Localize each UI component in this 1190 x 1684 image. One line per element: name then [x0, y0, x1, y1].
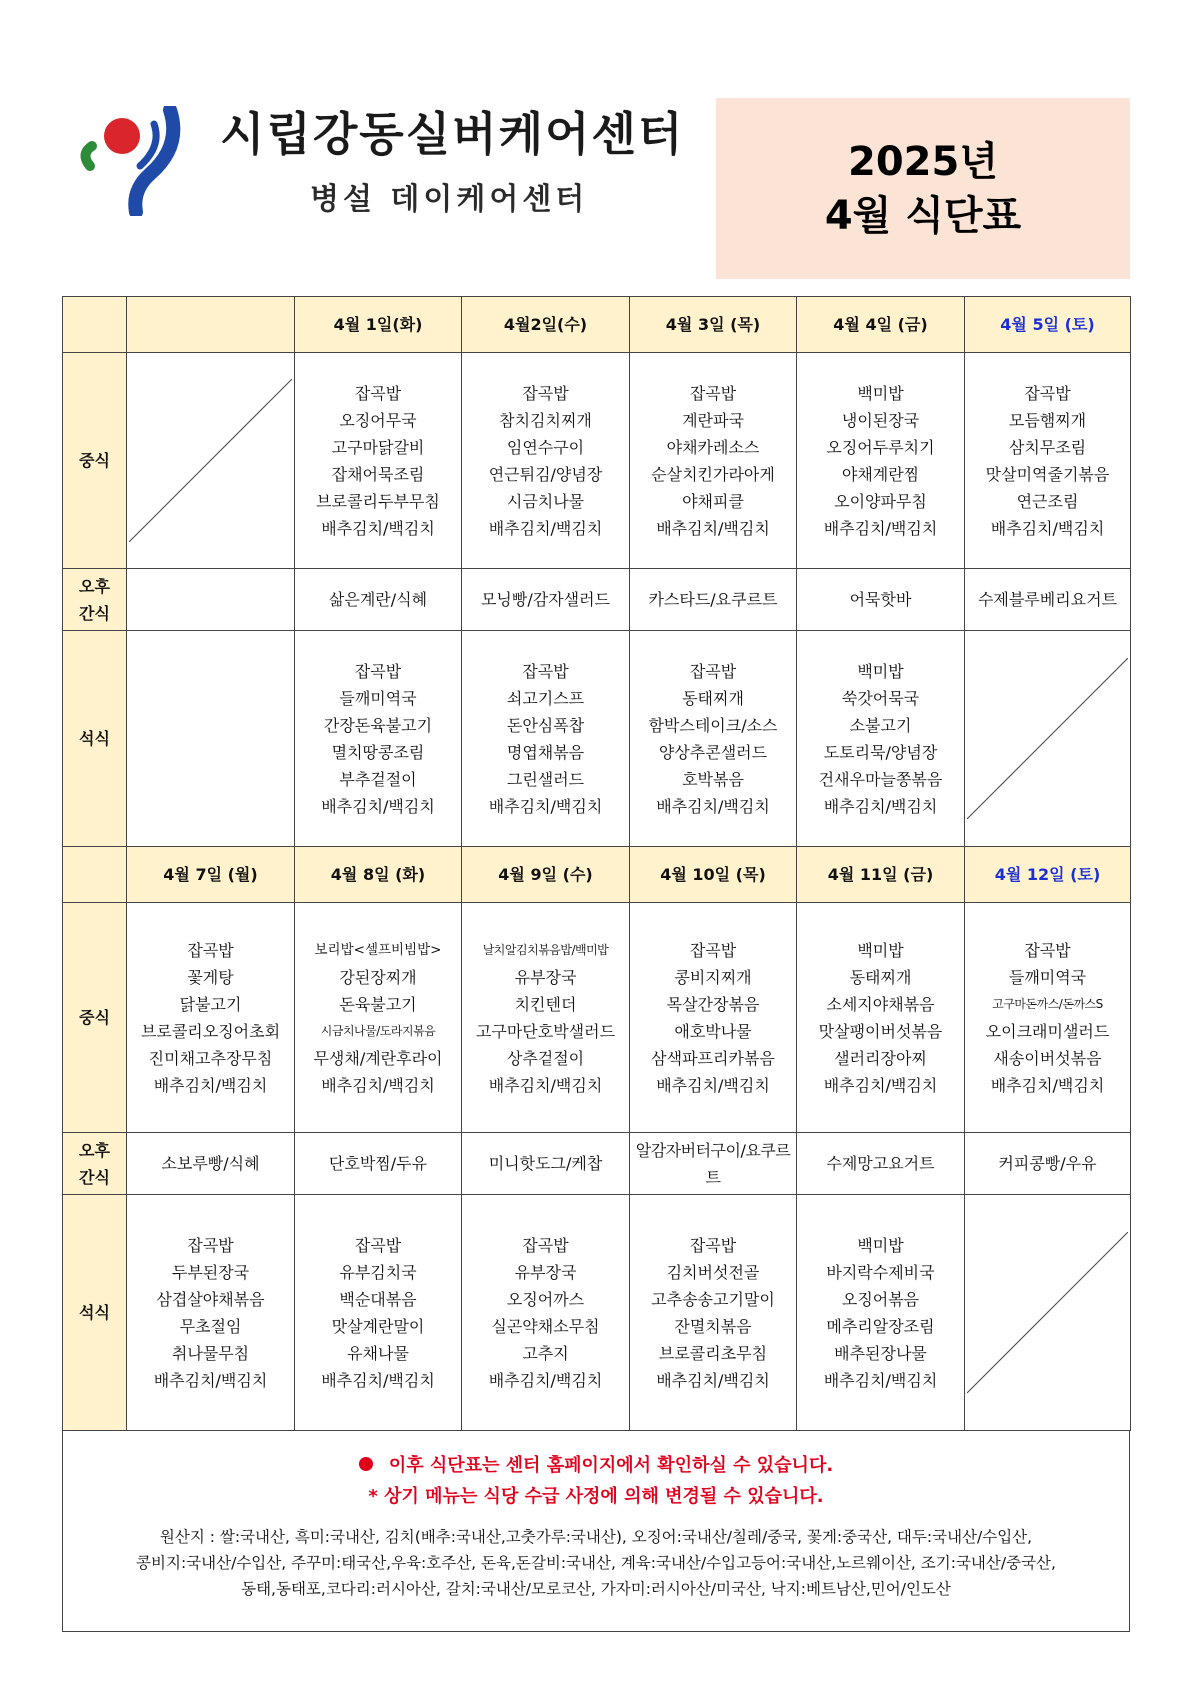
dish: 잡곡밥 — [187, 1235, 234, 1255]
dish: 양상추콘샐러드 — [658, 742, 768, 762]
dish: 무초절임 — [179, 1316, 242, 1336]
menu-cell — [462, 903, 630, 1133]
menu-cell — [797, 903, 965, 1133]
dish: 맛살계란말이 — [331, 1316, 425, 1336]
dish: 잡곡밥 — [354, 383, 402, 403]
dish: 들깨미역국 — [1008, 967, 1087, 987]
notice-homepage-text: 이후 식단표는 센터 홈페이지에서 확인하실 수 있습니다. — [388, 1455, 834, 1476]
snack-cell: 커피콩빵/우유 — [965, 1133, 1131, 1195]
dish: 잡곡밥 — [522, 1235, 569, 1255]
org-subtitle: 병설 데이케어센터 — [310, 182, 589, 217]
menu-cell — [462, 353, 630, 569]
menu-cell — [462, 1195, 630, 1431]
snack-cell: 수제블루베리요거트 — [965, 569, 1131, 631]
dish: 잡곡밥 — [354, 1235, 402, 1255]
dish: 브로콜리두부무침 — [316, 491, 440, 511]
dish: 바지락수제비국 — [826, 1262, 935, 1282]
dish: 고추지 — [522, 1343, 569, 1363]
dish: 배추김치/백김치 — [823, 796, 938, 816]
dish: 배추김치/백김치 — [153, 1370, 268, 1390]
meal-label-snack — [63, 569, 127, 631]
date-header: 4월 1일(화) — [295, 297, 462, 353]
snack-cell: 알감자버터구이/요쿠르트 — [630, 1133, 797, 1195]
snack-cell: 단호박찜/두유 — [295, 1133, 462, 1195]
dish: 잡곡밥 — [522, 661, 569, 681]
meal-label-lunch: 중식 — [63, 903, 127, 1133]
dish: 강된장찌개 — [339, 967, 417, 987]
dish: 들깨미역국 — [339, 688, 417, 708]
footer-notes — [62, 1430, 1130, 1632]
meal-label-lunch: 중식 — [63, 353, 127, 569]
dish: 진미채고추장무침 — [148, 1048, 273, 1068]
dish: 날치알김치볶음밥/백미밥 — [482, 942, 609, 957]
dish: 쇠고기스프 — [506, 688, 585, 708]
date-header: 4월 11일 (금) — [797, 847, 965, 903]
snack-cell: 소보루빵/식혜 — [127, 1133, 295, 1195]
week2-snack-row — [63, 1133, 1131, 1195]
dish: 삼겹살야채볶음 — [156, 1289, 265, 1309]
meal-label-dinner: 석식 — [63, 631, 127, 847]
dish: 배추된장나물 — [834, 1343, 927, 1363]
menu-cell — [295, 353, 462, 569]
menu-cell — [295, 903, 462, 1133]
title-box — [716, 98, 1130, 279]
dish: 고구마단호박샐러드 — [475, 1021, 616, 1041]
week1-date-row — [63, 297, 1131, 353]
no-meal-cell — [965, 631, 1131, 847]
dish: 잡곡밥 — [689, 661, 737, 681]
notice-change: * 상기 메뉴는 식당 수급 사정에 의해 변경될 수 있습니다. — [368, 1486, 824, 1507]
dish: 유부장국 — [514, 1262, 577, 1282]
dish: 유부장국 — [514, 967, 577, 987]
dish: 동태찌개 — [682, 688, 744, 708]
menu-cell — [295, 1195, 462, 1431]
dish: 고추송송고기말이 — [651, 1289, 775, 1309]
dish: 호박볶음 — [682, 769, 744, 789]
dish: 유부김치국 — [339, 1262, 417, 1282]
dish: 백미밥 — [857, 383, 904, 403]
dish: 그린샐러드 — [506, 769, 585, 789]
date-header: 4월 3일 (목) — [630, 297, 797, 353]
dish: 함박스테이크/소스 — [648, 715, 778, 735]
dish: 배추김치/백김치 — [488, 518, 603, 538]
dish: 백순대볶음 — [339, 1289, 417, 1309]
dish: 오징어까스 — [506, 1289, 585, 1309]
dish: 배추김치/백김치 — [656, 796, 770, 816]
dish: 배추김치/백김치 — [488, 796, 603, 816]
dish: 맛살팽이버섯볶음 — [818, 1021, 943, 1041]
week2-dinner-row — [63, 1195, 1131, 1431]
dish: 배추김치/백김치 — [823, 1075, 938, 1095]
dish: 오징어두루치기 — [826, 437, 935, 457]
corner-cell — [63, 297, 127, 353]
dish: 연근튀김/양념장 — [488, 464, 603, 484]
snack-cell: 수제망고요거트 — [797, 1133, 965, 1195]
menu-cell — [965, 903, 1131, 1133]
empty-date-cell — [127, 297, 295, 353]
menu-table — [62, 296, 1131, 1431]
meal-label-snack-line1: 오후 — [79, 576, 110, 596]
dish: 상추겉절이 — [506, 1048, 585, 1068]
week1-lunch-row — [63, 353, 1131, 569]
dish: 배추김치/백김치 — [153, 1075, 268, 1095]
dish: 배추김치/백김치 — [823, 1370, 938, 1390]
snack-cell: 삶은계란/식혜 — [295, 569, 462, 631]
meal-label-snack-line2: 간식 — [79, 603, 110, 623]
date-header: 4월 10일 (목) — [630, 847, 797, 903]
notice-homepage — [63, 1450, 1129, 1481]
menu-cell — [797, 353, 965, 569]
no-meal-cell — [127, 353, 295, 569]
dish: 배추김치/백김치 — [321, 796, 435, 816]
menu-cell — [295, 631, 462, 847]
menu-cell — [630, 631, 797, 847]
dish: 잡곡밥 — [187, 940, 234, 960]
dish: 돈육불고기 — [339, 994, 417, 1014]
dish: 배추김치/백김치 — [321, 1075, 435, 1095]
dish: 무생채/계란후라이 — [313, 1048, 443, 1068]
date-header: 4월 9일 (수) — [462, 847, 630, 903]
dish: 계란파국 — [682, 410, 744, 430]
dish: 새송이버섯볶음 — [993, 1048, 1102, 1068]
empty-dinner-cell — [127, 631, 295, 847]
dish: 콩비지찌개 — [674, 967, 752, 987]
dish: 샐러리장아찌 — [834, 1048, 927, 1068]
menu-year: 2025년 — [848, 138, 998, 185]
meal-label-snack-line1: 오후 — [79, 1140, 110, 1160]
week1-dinner-row — [63, 631, 1131, 847]
dish: 부추겉절이 — [339, 769, 417, 789]
menu-cell — [127, 903, 295, 1133]
dish: 배추김치/백김치 — [990, 518, 1105, 538]
dish: 삼치무조림 — [1008, 437, 1087, 457]
dish: 배추김치/백김치 — [656, 1075, 770, 1095]
dish: 배추김치/백김치 — [488, 1075, 603, 1095]
dish: 브로콜리초무침 — [658, 1343, 768, 1363]
dish: 연근조림 — [1016, 491, 1079, 511]
menu-cell — [965, 353, 1131, 569]
red-bullet-icon — [359, 1457, 373, 1471]
dish: 브로콜리오징어초회 — [140, 1021, 281, 1041]
dish: 배추김치/백김치 — [488, 1370, 603, 1390]
snack-cell: 미니핫도그/케찹 — [462, 1133, 630, 1195]
dish: 김치버섯전골 — [666, 1262, 760, 1282]
dish: 잡곡밥 — [354, 661, 402, 681]
center-logo — [70, 106, 190, 216]
snack-cell: 카스타드/요쿠르트 — [630, 569, 797, 631]
dish: 두부된장국 — [171, 1262, 250, 1282]
dish: 실곤약채소무침 — [491, 1316, 600, 1336]
dish: 잔멸치볶음 — [674, 1316, 752, 1336]
menu-cell — [630, 903, 797, 1133]
dish: 쑥갓어묵국 — [841, 688, 920, 708]
dish: 배추김치/백김치 — [990, 1075, 1105, 1095]
meal-label-snack — [63, 1133, 127, 1195]
dish: 도토리묵/양념장 — [823, 742, 938, 762]
corner-cell — [63, 847, 127, 903]
dish: 야채피클 — [682, 491, 744, 511]
dish: 냉이된장국 — [841, 410, 920, 430]
dish: 잡곡밥 — [689, 940, 737, 960]
date-header: 4월2일(수) — [462, 297, 630, 353]
dish: 배추김치/백김치 — [823, 518, 938, 538]
dish: 참치김치찌개 — [499, 410, 592, 430]
dish: 잡곡밥 — [1024, 383, 1071, 403]
dish: 삼색파프리카볶음 — [651, 1048, 775, 1068]
date-header-saturday: 4월 12일 (토) — [965, 847, 1131, 903]
dish: 모듬햄찌개 — [1008, 410, 1087, 430]
menu-cell — [462, 631, 630, 847]
org-block — [220, 104, 684, 218]
dish: 배추김치/백김치 — [321, 1370, 435, 1390]
dish: 잡채어묵조림 — [331, 464, 425, 484]
dish: 애호박나물 — [674, 1021, 752, 1041]
dish: 고구마닭갈비 — [331, 437, 425, 457]
snack-cell: 모닝빵/감자샐러드 — [462, 569, 630, 631]
date-header-saturday: 4월 5일 (토) — [965, 297, 1131, 353]
dish: 오이양파무침 — [834, 491, 927, 511]
menu-cell — [630, 353, 797, 569]
dish: 백미밥 — [857, 1235, 904, 1255]
dish: 간장돈육불고기 — [323, 715, 433, 735]
dish: 유채나물 — [347, 1343, 409, 1363]
dish: 배추김치/백김치 — [656, 518, 770, 538]
dish: 동태찌개 — [849, 967, 912, 987]
origin-info — [63, 1524, 1129, 1602]
dish: 취나물무침 — [171, 1343, 250, 1363]
dish: 치킨텐더 — [514, 994, 577, 1014]
snack-cell: 어묵핫바 — [797, 569, 965, 631]
dish: 닭불고기 — [179, 994, 242, 1014]
menu-cell — [797, 1195, 965, 1431]
dish: 건새우마늘쫑볶음 — [818, 769, 943, 789]
no-meal-cell — [965, 1195, 1131, 1431]
dish: 백미밥 — [857, 661, 904, 681]
dish: 오징어무국 — [339, 410, 417, 430]
dish: 명엽채볶음 — [506, 742, 585, 762]
dish: 잡곡밥 — [1024, 940, 1071, 960]
menu-cell — [797, 631, 965, 847]
meal-label-snack-line2: 간식 — [79, 1167, 110, 1187]
menu-cell — [630, 1195, 797, 1431]
week1-snack-row — [63, 569, 1131, 631]
dish: 돈안심폭찹 — [506, 715, 585, 735]
dish: 잡곡밥 — [522, 383, 569, 403]
dish: 꽃게탕 — [187, 967, 234, 987]
meal-label-dinner: 석식 — [63, 1195, 127, 1431]
dish: 오이크래미샐러드 — [985, 1021, 1110, 1041]
dish: 보리밥<셀프비빔밥> — [314, 941, 442, 958]
dish: 임연수구이 — [506, 437, 585, 457]
date-header: 4월 4일 (금) — [797, 297, 965, 353]
dish: 메추리알장조림 — [826, 1316, 935, 1336]
origin-line: 동태,동태포,코다리:러시아산, 갈치:국내산/모로코산, 가자미:러시아산/미국산, 낙지:베트남산,민어/인도산 — [241, 1580, 951, 1598]
dish: 배추김치/백김치 — [656, 1370, 770, 1390]
dish: 시금치나물 — [506, 491, 585, 511]
menu-cell — [127, 1195, 295, 1431]
origin-line: 원산지 : 쌀:국내산, 흑미:국내산, 김치(배추:국내산,고춧가루:국내산), 오징어:국내산/칠레/중국, 꽃게:중국산, 대두:국내산/수입산, — [159, 1528, 1033, 1546]
dish: 시금치나물/도라지볶음 — [320, 1023, 436, 1038]
dish: 야채카레소스 — [666, 437, 760, 457]
dish: 소세지야채볶음 — [826, 994, 935, 1014]
dish: 소불고기 — [849, 715, 912, 735]
empty-snack-cell — [127, 569, 295, 631]
org-name: 시립강동실버케어센터 — [220, 107, 685, 161]
date-header: 4월 8일 (화) — [295, 847, 462, 903]
dish: 잡곡밥 — [689, 1235, 737, 1255]
dish: 백미밥 — [857, 940, 904, 960]
dish: 맛살미역줄기볶음 — [985, 464, 1110, 484]
origin-line: 콩비지:국내산/수입산, 주꾸미:태국산,우육:호주산, 돈육,돈갈비:국내산, 계육:국내산/수입고등어:국내산,노르웨이산, 조기:국내산/중국산, — [136, 1554, 1056, 1572]
dish: 잡곡밥 — [689, 383, 737, 403]
dish: 목살간장볶음 — [666, 994, 760, 1014]
week2-lunch-row — [63, 903, 1131, 1133]
dish: 야채계란찜 — [841, 464, 920, 484]
dish: 오징어볶음 — [841, 1289, 920, 1309]
dish: 고구마돈까스/돈까스S — [992, 996, 1103, 1011]
dish: 순살치킨가라아게 — [651, 464, 775, 484]
dish: 배추김치/백김치 — [321, 518, 435, 538]
week2-date-row — [63, 847, 1131, 903]
menu-title: 4월 식단표 — [824, 192, 1022, 239]
date-header: 4월 7일 (월) — [127, 847, 295, 903]
dish: 멸치땅콩조림 — [331, 742, 425, 762]
